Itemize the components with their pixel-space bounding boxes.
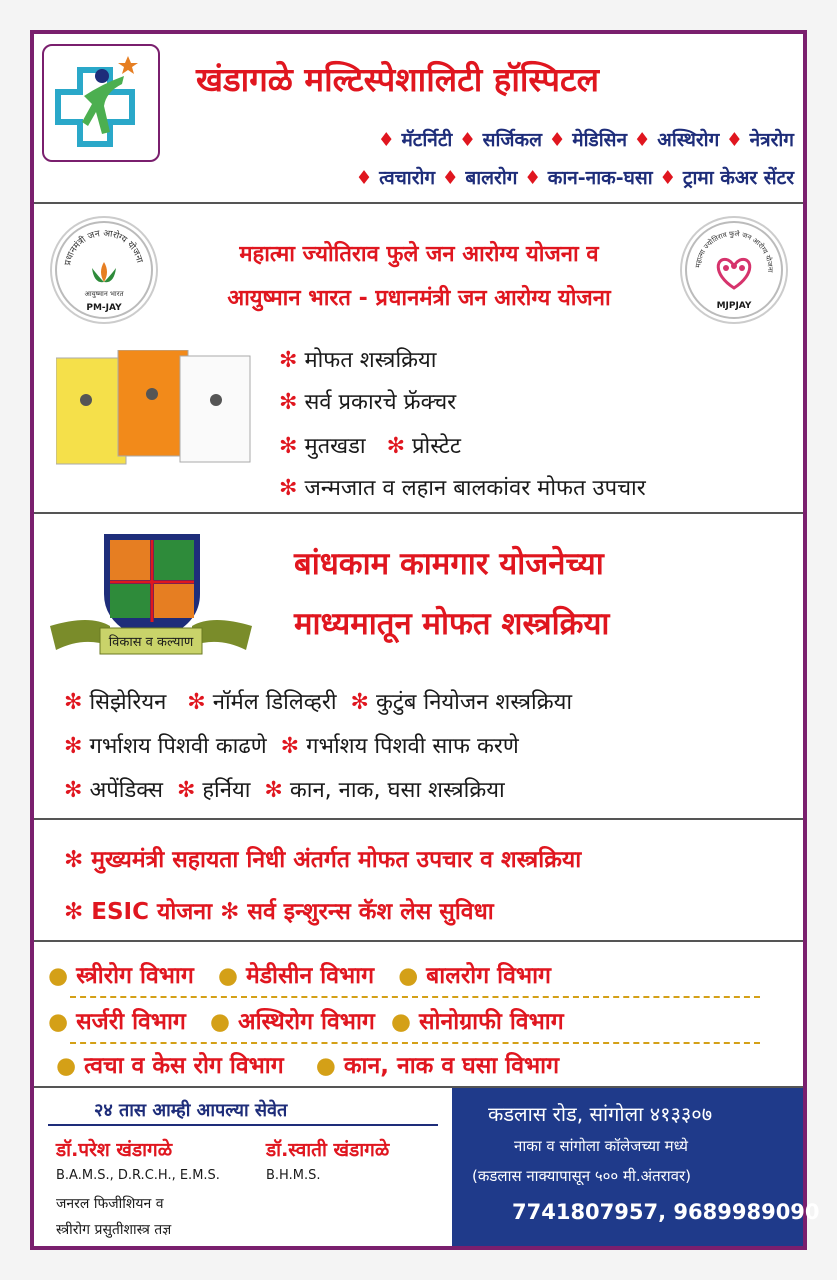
cm-fund-line-1: ✻ मुख्यमंत्री सहायता निधी अंतर्गत मोफत उपचार व शस्त्रक्रिया [64,847,582,873]
specialty-item: नेत्ररोग [749,129,794,151]
pmjay-label: PM-JAY [86,303,122,313]
dashed-separator [70,996,760,998]
doctor-1-role: जनरल फिजीशियन व [56,1196,164,1212]
department-row-3: ● त्वचा व केस रोग विभाग ● कान, नाक व घसा विभाग [48,1053,560,1079]
pmjay-sub-text: आयुष्मान भारत [84,290,124,298]
doctor-2-qualification: B.H.M.S. [266,1168,321,1183]
hospital-title: खंडागळे मल्टिस्पेशालिटी हॉस्पिटल [196,60,600,99]
pmjay-logo [52,218,156,322]
tagline: २४ तास आम्ही आपल्या सेवेत [94,1100,288,1121]
hospital-logo [42,44,160,162]
specialty-item: सर्जिकल [482,129,542,151]
benefit-item: ✻ मुतखडा ✻ प्रोस्टेट [279,434,461,459]
section-divider [34,512,803,514]
scheme-cards [56,350,256,474]
specialty-item: मेडिसिन [572,129,628,151]
specialty-item: मॅटर्निटी [401,129,453,151]
benefit-item: ✻ मोफत शस्त्रक्रिया [279,348,437,373]
pmjay-ring-text: प्रधानमंत्री जन आरोग्य योजना [63,228,145,267]
section-divider [34,940,803,942]
specialties-row-1: ♦ मॅटर्निटी ♦ सर्जिकल ♦ मेडिसिन ♦ अस्थिरोग ♦ नेत्ररोग [377,129,794,151]
benefit-item: ✻ सर्व प्रकारचे फ्रॅक्चर [279,390,457,415]
department-row-1: ● स्त्रीरोग विभाग ● मेडीसीन विभाग ● बालरोग विभाग [48,963,551,989]
specialty-item: त्वचारोग [379,167,436,189]
ribbon-text: विकास व कल्याण [108,635,194,650]
benefit-item: ✻ जन्मजात व लहान बालकांवर मोफत उपचार [279,476,646,501]
specialty-item: ट्रामा केअर सेंटर [682,167,794,189]
mjpjay-ring-text: महात्मा ज्योतिराव फुले जन आरोग्य योजना [694,229,775,273]
surgery-row-3: ✻ अपेंडिक्स ✻ हर्निया ✻ कान, नाक, घसा शस्त्रक्रिया [64,778,505,803]
surgery-row-1: ✻ सिझेरियन ✻ नॉर्मल डिलिव्हरी ✻ कुटुंब नियोजन शस्त्रक्रिया [64,690,573,715]
address-line-2: नाका व सांगोला कॉलेजच्या मध्ये [514,1137,688,1155]
construction-heading-line-1: बांधकाम कामगार योजनेच्या [294,546,604,582]
doctor-1-role: स्त्रीरोग प्रसुतीशास्त्र तज्ञ [56,1222,172,1238]
cm-fund-line-2: ✻ ESIC योजना ✻ सर्व इन्शुरन्स कॅश लेस सुविधा [64,899,494,925]
department-row-2: ● सर्जरी विभाग ● अस्थिरोग विभाग ● सोनोग्राफी विभाग [48,1009,564,1035]
poster-frame [30,30,820,1250]
scheme-title-line-2: आयुष्मान भारत - प्रधानमंत्री जन आरोग्य योजना [227,286,611,311]
doctor-2-name: डॉ.स्वाती खंडागळे [266,1139,390,1161]
construction-heading-line-2: माध्यमातून मोफत शस्त्रक्रिया [294,606,610,642]
address-panel [452,1088,820,1246]
address-line-3: (कडलास नाक्यापासून ५०० मी.अंतरावर) [472,1167,691,1185]
phone-numbers[interactable]: 7741807957, 9689989090 [512,1200,820,1224]
surgery-row-2: ✻ गर्भाशय पिशवी काढणे ✻ गर्भाशय पिशवी साफ करणे [64,734,519,759]
specialty-item: अस्थिरोग [657,129,720,151]
specialty-item: कान-नाक-घसा [547,167,653,189]
specialty-item: बालरोग [465,167,518,189]
scheme-title-line-1: महात्मा ज्योतिराव फुले जन आरोग्य योजना व [239,242,599,267]
specialties-row-2: ♦ त्वचारोग ♦ बालरोग ♦ कान-नाक-घसा ♦ ट्रामा केअर सेंटर [355,167,794,189]
doctor-1-qualification: B.A.M.S., D.R.C.H., E.M.S. [56,1168,220,1183]
mjpjay-label: MJPJAY [716,301,752,311]
welfare-shield-logo [46,530,256,664]
doctor-1-name: डॉ.परेश खंडागळे [56,1139,173,1161]
section-divider [34,818,803,820]
section-divider [34,202,803,204]
mjpjay-logo [682,218,786,322]
dashed-separator [70,1042,760,1044]
address-line-1: कडलास रोड, सांगोला ४१३३०७ [488,1102,713,1126]
tagline-underline [48,1124,438,1126]
